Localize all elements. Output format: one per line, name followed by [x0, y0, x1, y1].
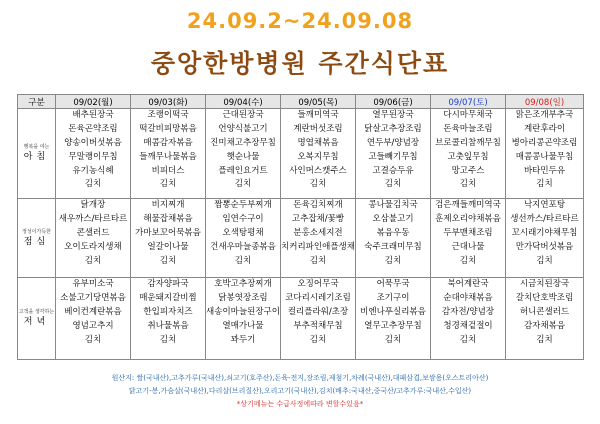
- menu-item: 닭봉엿장조림: [218, 292, 268, 303]
- menu-item: 연두부/양념장: [366, 137, 420, 148]
- menu-item: 햇순나물: [226, 151, 260, 162]
- meal-sublabel: 행복을 여는: [23, 144, 50, 150]
- menu-item: 감자전/양념장: [441, 306, 495, 317]
- menu-item: 생선까스/타르타르: [510, 213, 579, 224]
- menu-item: 맑은조개부추국: [515, 110, 574, 120]
- menu-item: 낙지연포탕: [523, 200, 566, 210]
- menu-cell: [56, 109, 131, 199]
- menu-item: 배추된장국: [72, 110, 114, 120]
- meal-label: 점심: [23, 236, 50, 247]
- menu-item: 훈제오리야채볶음: [435, 213, 501, 224]
- menu-item: 사인머스캣주스: [289, 165, 347, 176]
- menu-item: 김치: [536, 334, 553, 345]
- menu-item: 꼬시래기야채무침: [511, 227, 578, 238]
- menu-item: 떡갈비피망볶음: [139, 123, 197, 134]
- lunch-row: [18, 199, 584, 278]
- menu-item: 계란후라이: [523, 123, 566, 134]
- menu-item: 근대나물: [451, 241, 485, 252]
- menu-cell: [281, 278, 356, 360]
- menu-item: 콩나물김치국: [368, 200, 418, 210]
- menu-item: 고결승두유: [372, 165, 414, 176]
- menu-item: 고춧잎무침: [447, 151, 489, 162]
- menu-item: 취나물볶음: [147, 320, 189, 331]
- menu-item: 호박고추장찌개: [214, 279, 272, 289]
- menu-item: 매콤감자볶음: [143, 137, 193, 148]
- menu-item: 언양식불고기: [218, 123, 268, 134]
- menu-item: 오색탕평채: [222, 227, 264, 238]
- menu-item: 숙주크래미무침: [364, 241, 422, 252]
- menu-item: 돈육곤약조림: [68, 123, 118, 134]
- weekly-menu-table: [17, 94, 584, 360]
- menu-item: 비엔나푸실리볶음: [360, 306, 426, 317]
- menu-item: 김치: [234, 255, 252, 266]
- meal-label: 저녁: [23, 317, 50, 327]
- menu-item: 근대된장국: [222, 110, 264, 120]
- menu-cell: [56, 199, 131, 278]
- menu-item: 들깨무나물볶음: [139, 151, 197, 162]
- menu-item: 망고주스: [451, 165, 485, 176]
- menu-item: 매운돼지갈비찜: [139, 292, 197, 303]
- menu-item: 오징어무국: [297, 279, 339, 289]
- menu-item: 볶음우동: [376, 227, 410, 238]
- menu-item: 바타민두유: [523, 165, 566, 176]
- menu-item: 새우까스/타르타르: [58, 213, 128, 224]
- menu-item: 들깨미역국: [297, 110, 339, 120]
- menu-cell: [206, 199, 281, 278]
- menu-item: 콘샐러드: [76, 227, 110, 238]
- menu-change-note: *상기메뉴는 수급사정에따라 변할수있음*: [236, 400, 364, 408]
- menu-item: 가마보꼬어묵볶음: [135, 227, 201, 238]
- menu-item: 명엽채볶음: [297, 137, 339, 148]
- menu-item: 김치: [234, 179, 252, 190]
- menu-cell: [356, 199, 431, 278]
- meal-label-dinner: [18, 278, 56, 360]
- page-title: 중앙한방병원 주간식단표: [150, 49, 450, 78]
- menu-item: 열무고추장무침: [364, 320, 422, 331]
- date-range: 24.09.2~24.09.08: [186, 9, 414, 33]
- menu-item: 검은깨들깨미역국: [435, 200, 501, 210]
- menu-cell: [431, 199, 506, 278]
- menu-item: 만가닥버섯볶음: [515, 241, 574, 252]
- menu-item: 한입피자치즈: [143, 306, 193, 317]
- meal-sublabel: 정성이가득한: [22, 228, 51, 235]
- meal-label-breakfast: [18, 109, 56, 199]
- menu-item: 유부미소국: [72, 279, 114, 289]
- menu-item: 김치: [159, 334, 177, 345]
- dinner-row: [18, 278, 584, 360]
- menu-item: 김치: [536, 179, 553, 190]
- menu-item: 치커리파인애플생채: [281, 241, 355, 252]
- day-header-tue: 09/03(화): [131, 95, 206, 109]
- menu-cell: [356, 278, 431, 360]
- menu-item: 무말랭이무침: [68, 151, 118, 162]
- header-row: [18, 95, 584, 109]
- menu-item: 김치: [384, 334, 402, 345]
- origin-note-2: 닭고기-봉,가슴살(국내산),다리살(브리질산),오리고기(국내산),김치(배추:국내산,중국산/고추가루:국내산,수입산): [128, 387, 472, 395]
- menu-item: 유기농식혜: [72, 165, 114, 176]
- menu-item: 코다리시레기조림: [285, 292, 351, 303]
- meal-label: 아침: [23, 152, 50, 162]
- menu-item: 브로콜리참깨무침: [435, 137, 501, 148]
- menu-item: 어묵무국: [376, 279, 410, 289]
- menu-cell: [506, 278, 584, 360]
- meal-label-lunch: [18, 199, 56, 278]
- menu-item: 김치: [84, 255, 102, 266]
- menu-item: 김치: [384, 255, 402, 266]
- menu-item: 닭살고추장조림: [364, 123, 422, 134]
- menu-item: 허니콘샐러드: [519, 306, 570, 317]
- menu-item: 양송이버섯볶음: [64, 137, 122, 148]
- menu-item: 김치: [309, 255, 327, 266]
- menu-item: 새송이마늘된장구이: [206, 306, 280, 317]
- origin-note-1: 원산지: 쌀(국내산),고추가루(국내산),쇠고기(호주산),돈육-전지,장조림,제첨기,차례(국내산),대패삼겹,보쌈용(오스트리아산): [111, 374, 489, 382]
- menu-item: 고추잡채/꽃빵: [291, 213, 345, 224]
- menu-item: 얼갈이나물: [147, 241, 189, 252]
- day-header-wed: 09/04(수): [206, 95, 281, 109]
- menu-cell: [131, 278, 206, 360]
- menu-item: 베이컨계란볶음: [64, 306, 122, 317]
- menu-item: 오복지무침: [297, 151, 339, 162]
- menu-cell: [131, 109, 206, 199]
- menu-item: 임연수구이: [222, 213, 264, 224]
- menu-item: 오삼불고기: [372, 213, 414, 224]
- breakfast-row: [18, 109, 584, 199]
- menu-item: 꽈두기: [230, 334, 256, 345]
- menu-item: 김치: [309, 334, 327, 345]
- menu-cell: [431, 278, 506, 360]
- corner-label: 구분: [18, 95, 56, 109]
- menu-item: 매콤콩나물무침: [515, 151, 574, 162]
- menu-item: 감자채볶음: [523, 320, 566, 331]
- menu-item: 비피더스: [151, 165, 185, 176]
- menu-item: 다시마무채국: [443, 110, 493, 120]
- menu-item: 순대야채볶음: [443, 292, 493, 303]
- menu-item: 컬리플라워/초장: [287, 306, 349, 317]
- menu-item: 분홍소세지전: [293, 227, 343, 238]
- footer: [17, 372, 583, 411]
- menu-item: 부추적채무침: [293, 320, 343, 331]
- menu-item: 두부맨채조림: [443, 227, 493, 238]
- menu-item: 소불고기당면볶음: [60, 292, 126, 303]
- menu-item: 건새우마늘종볶음: [210, 241, 276, 252]
- day-header-fri: 09/06(금): [356, 95, 431, 109]
- menu-item: 갈치단호박조림: [515, 292, 574, 303]
- menu-item: 김치: [309, 179, 327, 190]
- menu-cell: [281, 199, 356, 278]
- menu-item: 영념고추지: [72, 320, 114, 331]
- menu-cell: [281, 109, 356, 199]
- menu-item: 계란버섯조림: [293, 123, 343, 134]
- day-header-thu: 09/05(목): [281, 95, 356, 109]
- menu-item: 해물잡채볶음: [143, 213, 193, 224]
- menu-cell: [356, 109, 431, 199]
- day-header-sat: 09/07(토): [431, 95, 506, 109]
- menu-item: 오이도라지생채: [64, 241, 122, 252]
- menu-item: 김치: [159, 179, 177, 190]
- menu-cell: [206, 109, 281, 199]
- menu-item: 닭개장: [80, 200, 106, 210]
- menu-cell: [506, 109, 584, 199]
- menu-item: 김치: [459, 179, 477, 190]
- menu-item: 김치: [459, 255, 477, 266]
- menu-item: 플레인요거트: [218, 165, 268, 176]
- menu-item: 김치: [536, 255, 553, 266]
- menu-cell: [131, 199, 206, 278]
- menu-item: 돈육마늘조림: [443, 123, 493, 134]
- menu-item: 열매가나물: [222, 320, 264, 331]
- menu-item: 병아리콩곤약조림: [511, 137, 578, 148]
- menu-item: 김치: [84, 179, 102, 190]
- menu-item: 조랭이떡국: [147, 110, 189, 120]
- menu-item: 고들빼기무침: [368, 151, 418, 162]
- menu-item: 감자양파국: [147, 279, 189, 289]
- menu-cell: [56, 278, 131, 360]
- menu-cell: [431, 109, 506, 199]
- menu-item: 김치: [384, 179, 402, 190]
- menu-item: 열무된장국: [372, 110, 414, 120]
- menu-item: 짬뽕순두부찌개: [214, 200, 272, 210]
- menu-cell: [206, 278, 281, 360]
- menu-item: 김치: [159, 255, 177, 266]
- menu-item: 시금치된장국: [519, 279, 570, 289]
- menu-item: 진미채고추장무침: [210, 137, 276, 148]
- day-header-mon: 09/02(월): [56, 95, 131, 109]
- menu-item: 북어계란국: [447, 279, 489, 289]
- menu-item: 비지찌개: [151, 200, 185, 210]
- meal-sublabel: 고객을 생각하는: [18, 309, 55, 315]
- menu-item: 돈육김치찌개: [293, 200, 343, 210]
- menu-item: 김치: [459, 334, 477, 345]
- menu-cell: [506, 199, 584, 278]
- menu-item: 김치: [84, 334, 102, 345]
- menu-item: 청경채겉절이: [443, 320, 493, 331]
- menu-item: 조기구이: [376, 292, 410, 303]
- day-header-sun: 09/08(일): [506, 95, 584, 109]
